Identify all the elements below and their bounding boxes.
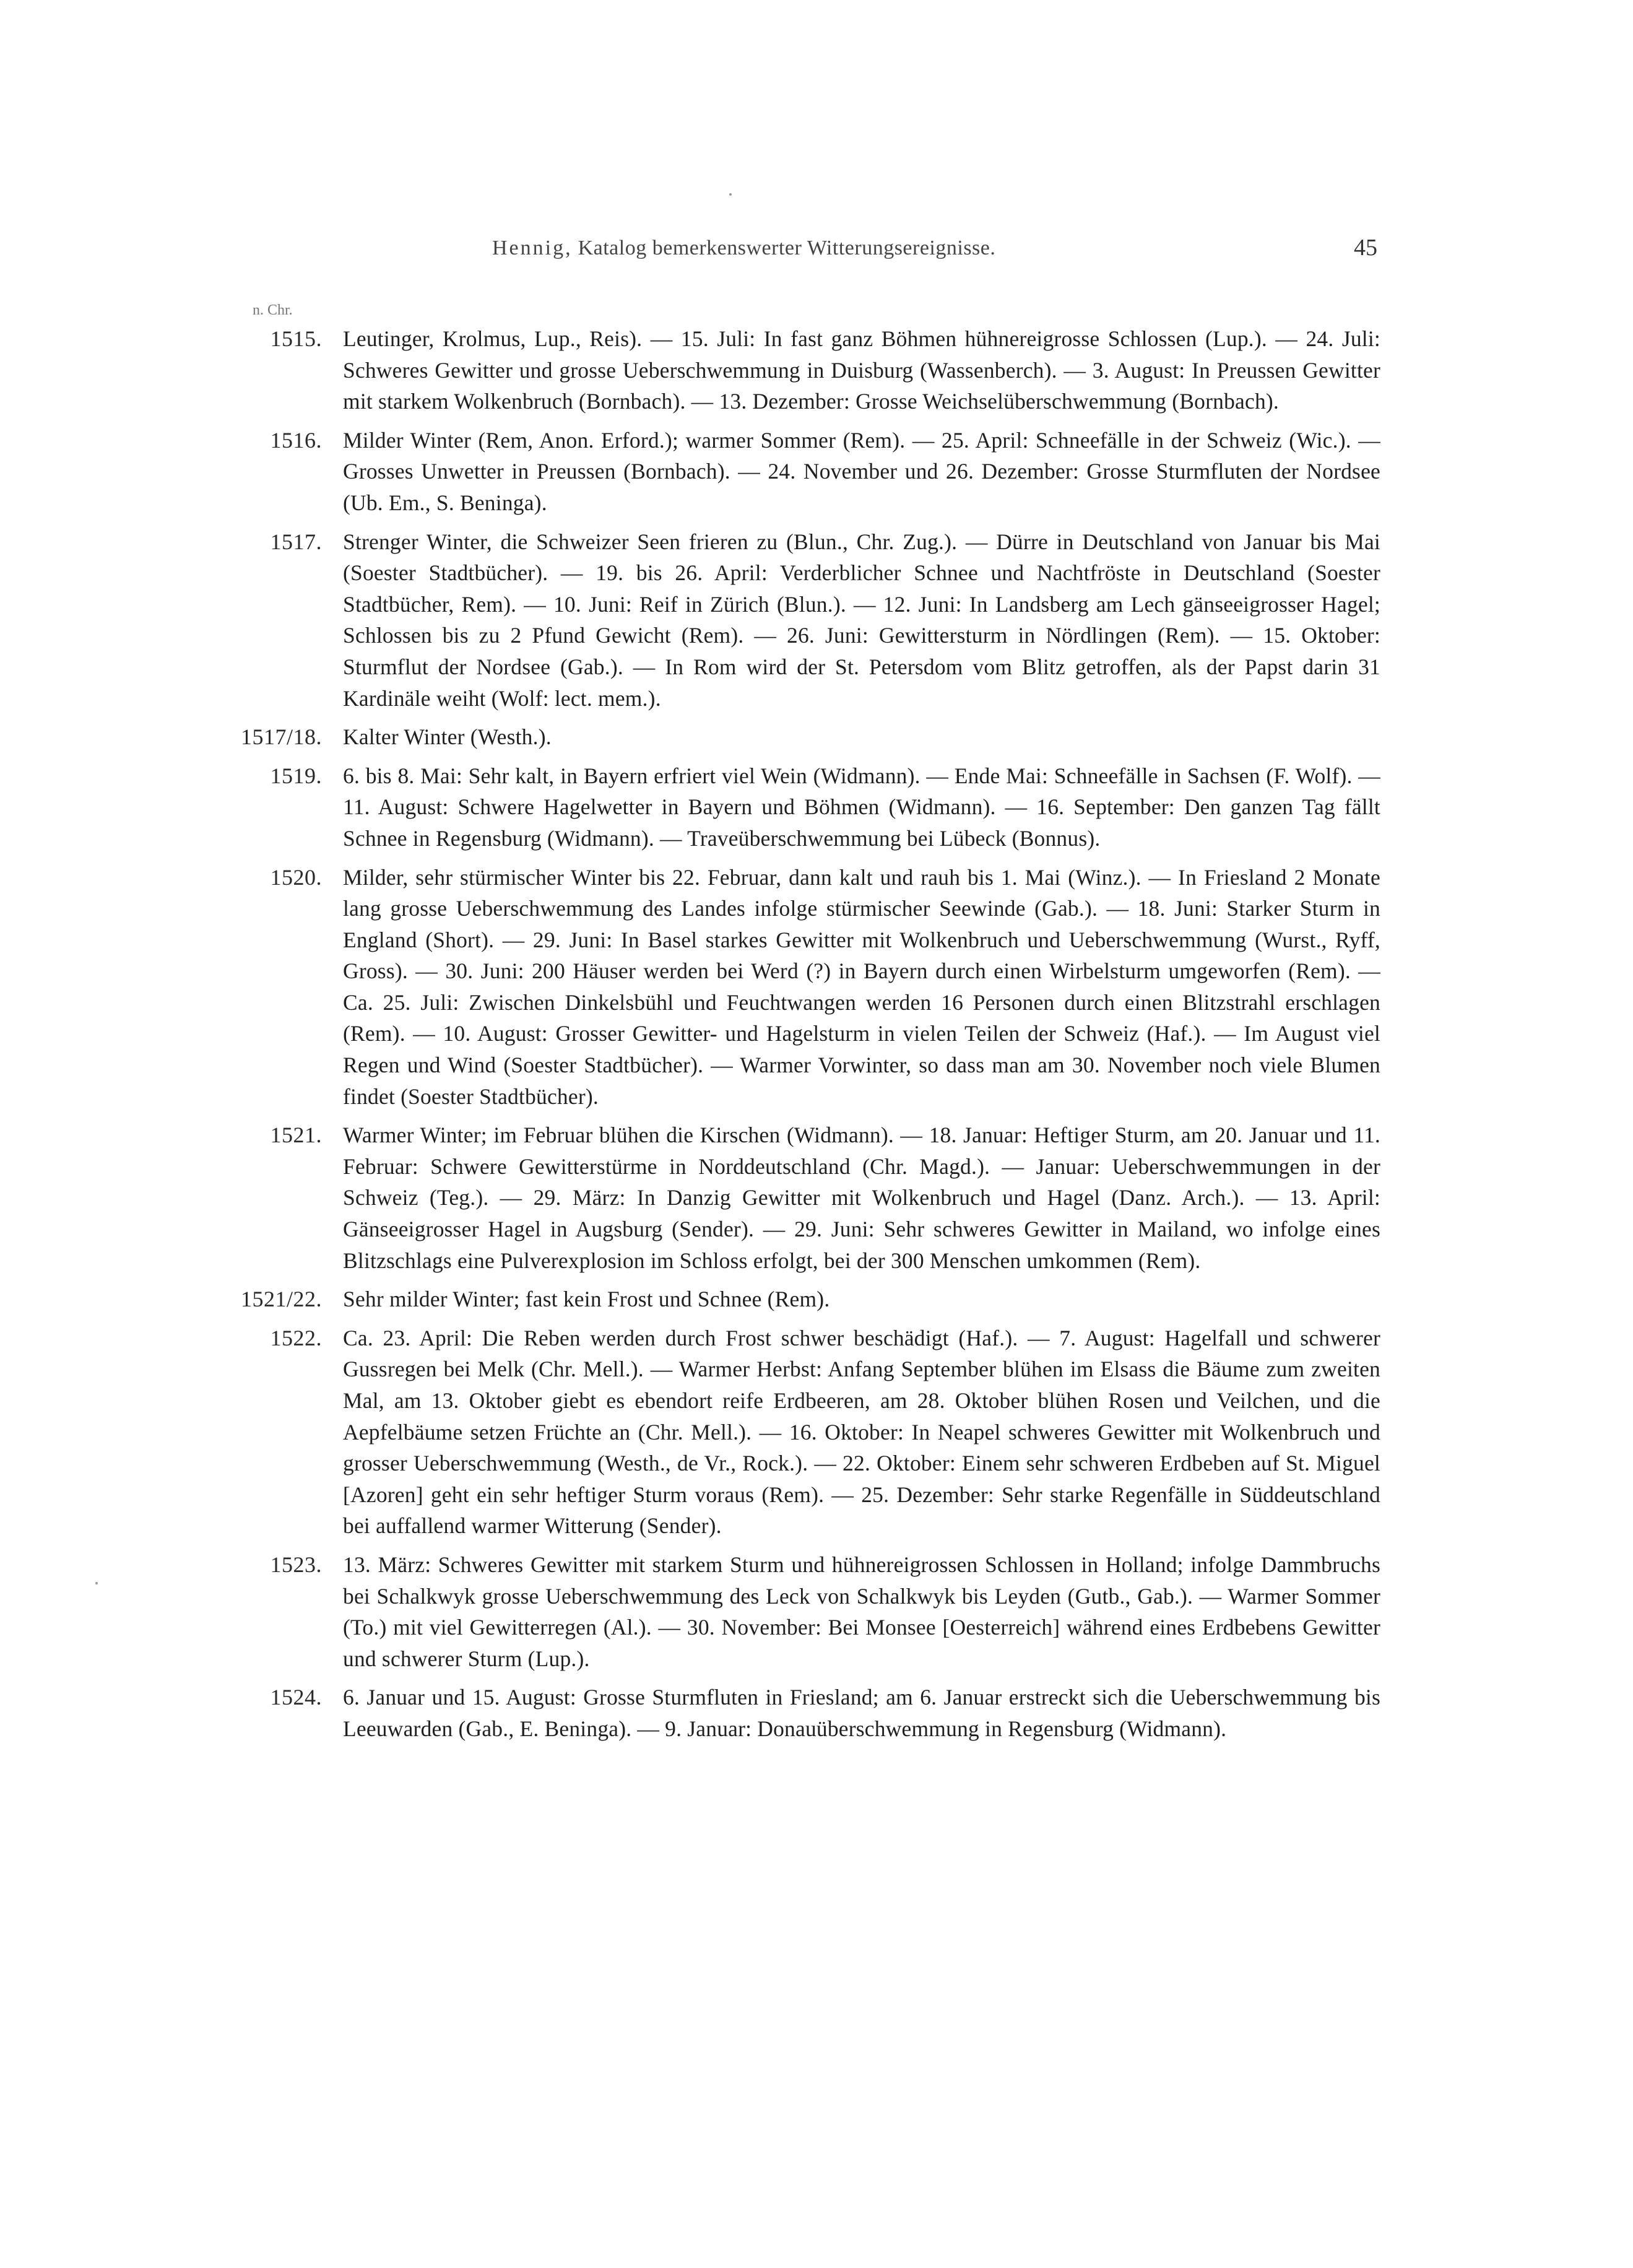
entry-year: 1517/18. <box>240 724 322 750</box>
entry-year: 1522. <box>270 1325 322 1350</box>
entry-text: Ca. 23. April: Die Reben werden durch Frost schwer beschädigt (Haf.). — 7. August: Hagelfall und schwerer Gussregen bei Melk (Chr. Mell.). — Warmer Herbst: Anfang September blühen im Elsass die Bäume zum zweiten Mal, am 13. Oktober giebt es ebendort reife Erdbeeren, am 28. Oktober blühen Rosen und Veilchen, und die Aepfelbäume setzen Früchte an (Chr. Mell.). — 16. Oktober: In Neapel schweres Gewitter mit Wolkenbruch und grosser Ueberschwemmung (Westh., de Vr., Rock.). — 22. Oktober: Einem sehr schweren Erdbeben auf St. Miguel [Azoren] geht ein sehr heftiger Sturm voraus (Rem). — 25. Dezember: Sehr starke Regenfälle in Süddeutschland bei auffallend warmer Witterung (Sender). <box>343 1325 1380 1539</box>
entry-year: 1515. <box>270 326 322 351</box>
entry-year: 1524. <box>270 1685 322 1710</box>
scan-speck <box>95 1582 98 1584</box>
entry-text: Kalter Winter (Westh.). <box>343 724 552 750</box>
running-header <box>492 230 1377 267</box>
entry-1522 <box>217 1323 1380 1542</box>
entry-year: 1520. <box>270 864 322 890</box>
header-author: Hennig, <box>492 237 573 259</box>
entry-year: 1521/22. <box>240 1287 322 1312</box>
entry-text: 13. März: Schweres Gewitter mit starkem Sturm und hühnereigrossen Schlossen in Holland; infolge Dammbruchs bei Schalkwyk grosse Ueberschwemmung des Leck von Schalkwyk bis Leyden (Gutb., Gab.). — Warmer Sommer (To.) mit viel Gewitterregen (Al.). — 30. November: Bei Monsee [Oesterreich] während eines Erdbebens Gewitter und schwerer Sturm (Lup.). <box>343 1552 1380 1671</box>
entry-year: 1521. <box>270 1123 322 1148</box>
entry-1516 <box>217 425 1380 519</box>
entry-text: Strenger Winter, die Schweizer Seen frieren zu (Blun., Chr. Zug.). — Dürre in Deutschland von Januar bis Mai (Soester Stadtbücher). — 19. bis 26. April: Verderblicher Schnee und Nachtfröste in Deutschland (Soester Stadtbücher, Rem). — 10. Juni: Reif in Zürich (Blun.). — 12. Juni: In Landsberg am Lech gänseeigrosser Hagel; Schlossen bis zu 2 Pfund Gewicht (Rem). — 26. Juni: Gewittersturm in Nördlingen (Rem). — 15. Oktober: Sturmflut der Nordsee (Gab.). — In Rom wird der St. Petersdom vom Blitz getroffen, als der Papst darin 31 Kardinäle weiht (Wolf: lect. mem.). <box>343 529 1380 711</box>
entry-text: Milder Winter (Rem, Anon. Erford.); warmer Sommer (Rem). — 25. April: Schneefälle in der Schweiz (Wic.). — Grosses Unwetter in Preussen (Bornbach). — 24. November und 26. Dezember: Grosse Sturmfluten der Nordsee (Ub. Em., S. Beninga). <box>343 427 1380 515</box>
entry-text: 6. bis 8. Mai: Sehr kalt, in Bayern erfriert viel Wein (Widmann). — Ende Mai: Schneefälle in Sachsen (F. Wolf). — 11. August: Schwere Hagelwetter in Bayern und Böhmen (Widmann). — 16. September: Den ganzen Tag fällt Schnee in Regensburg (Widmann). — Traveüberschwemmung bei Lübeck (Bonnus). <box>343 763 1380 851</box>
entry-1524 <box>217 1682 1380 1744</box>
entry-1515 <box>217 323 1380 417</box>
entry-text: Sehr milder Winter; fast kein Frost und Schnee (Rem). <box>343 1287 830 1312</box>
chronicle-entries <box>217 323 1380 1752</box>
entry-year: 1516. <box>270 427 322 453</box>
page-number: 45 <box>1354 235 1377 261</box>
entry-year: 1517. <box>270 529 322 554</box>
entry-1520 <box>217 862 1380 1113</box>
entry-1521 <box>217 1119 1380 1276</box>
entry-year: 1519. <box>270 763 322 788</box>
era-label: n. Chr. <box>253 302 293 318</box>
entry-1517-18 <box>217 721 1380 753</box>
header-title: Katalog bemerkenswerter Witterungsereignisse. <box>578 237 996 259</box>
entry-text: Warmer Winter; im Februar blühen die Kirschen (Widmann). — 18. Januar: Heftiger Sturm, am 20. Januar und 11. Februar: Schwere Gewitterstürme in Norddeutschland (Chr. Magd.). — Januar: Ueberschwemmungen in der Schweiz (Teg.). — 29. März: In Danzig Gewitter mit Wolkenbruch und Hagel (Danz. Arch.). — 13. April: Gänseeigrosser Hagel in Augsburg (Sender). — 29. Juni: Sehr schweres Gewitter in Mailand, wo infolge eines Blitzschlags eine Pulverexplosion im Schloss erfolgt, bei der 300 Menschen umkommen (Rem). <box>343 1123 1380 1273</box>
entry-year: 1523. <box>270 1552 322 1577</box>
scan-speck <box>729 193 732 196</box>
header-title-line <box>492 237 995 260</box>
entry-text: Leutinger, Krolmus, Lup., Reis). — 15. Juli: In fast ganz Böhmen hühnereigrosse Schlossen (Lup.). — 24. Juli: Schweres Gewitter und grosse Ueberschwemmung in Duisburg (Wassenberch). — 3. August: In Preussen Gewitter mit starkem Wolkenbruch (Bornbach). — 13. Dezember: Grosse Weichselüberschwemmung (Bornbach). <box>343 326 1380 414</box>
entry-1523 <box>217 1549 1380 1674</box>
entry-text: 6. Januar und 15. August: Grosse Sturmfluten in Friesland; am 6. Januar erstreckt sich die Ueberschwemmung bis Leeuwarden (Gab., E. Beninga). — 9. Januar: Donauüberschwemmung in Regensburg (Widmann). <box>343 1685 1380 1741</box>
entry-1519 <box>217 760 1380 854</box>
entry-text: Milder, sehr stürmischer Winter bis 22. Februar, dann kalt und rauh bis 1. Mai (Winz.). — In Friesland 2 Monate lang grosse Ueberschwemmung des Landes infolge stürmischer Seewinde (Gab.). — 18. Juni: Starker Sturm in England (Short). — 29. Juni: In Basel starkes Gewitter mit Wolkenbruch und Ueberschwemmung (Wurst., Ryff, Gross). — 30. Juni: 200 Häuser werden bei Werd (?) in Bayern durch einen Wirbelsturm umgeworfen (Rem). — Ca. 25. Juli: Zwischen Dinkelsbühl und Feuchtwangen werden 16 Personen durch einen Blitzstrahl erschlagen (Rem). — 10. August: Grosser Gewitter- und Hagelsturm in vielen Teilen der Schweiz (Haf.). — Im August viel Regen und Wind (Soester Stadtbücher). — Warmer Vorwinter, so dass man am 30. November noch viele Blumen findet (Soester Stadtbücher). <box>343 864 1380 1109</box>
entry-1517 <box>217 526 1380 715</box>
entry-1521-22 <box>217 1284 1380 1315</box>
